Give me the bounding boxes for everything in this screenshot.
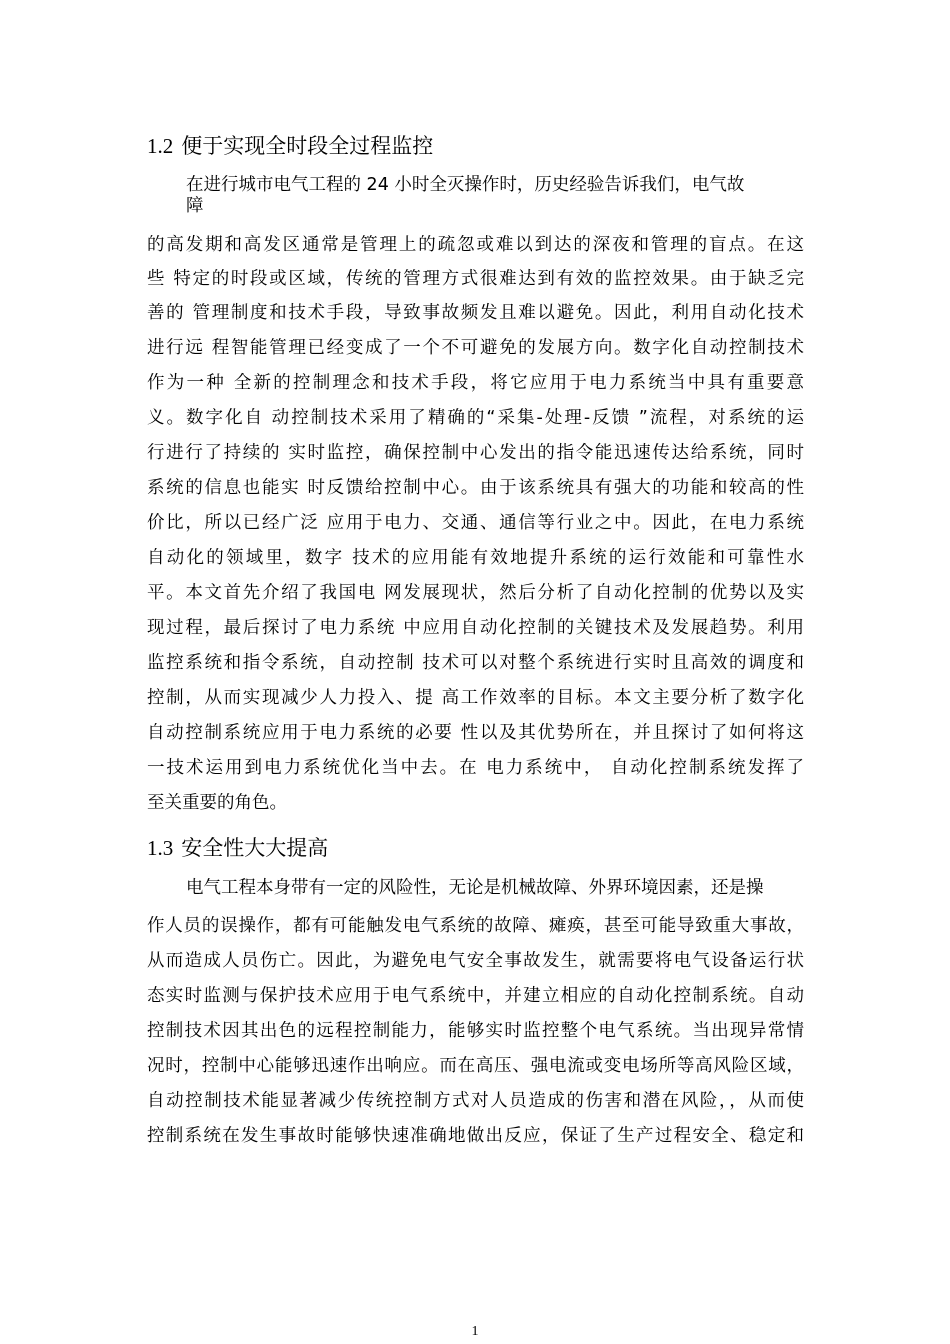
paragraph-line: 自动控制技术能显著减少传统控制方式对人员造成的伤害和潜在风险，，从而使: [147, 1091, 804, 1111]
paragraph-line: 在进行城市电气工程的 24 小时全灭操作时，历史经验告诉我们，电气故: [186, 175, 745, 195]
paragraph-line: 些 特定的时段或区域，传统的管理方式很难达到有效的监控效果。由于缺乏完: [147, 269, 804, 289]
page-number: 1: [471, 1324, 479, 1339]
paragraph-line: 作人员的误操作，都有可能触发电气系统的故障、瘫痪，甚至可能导致重大事故，: [147, 916, 804, 936]
paragraph-line: 系统的信息也能实 时反馈给控制中心。由于该系统具有强大的功能和较高的性: [147, 478, 804, 498]
paragraph-line: 况时，控制中心能够迅速作出响应。而在高压、强电流或变电场所等高风险区域，: [147, 1056, 804, 1076]
paragraph-line: 一技术运用到电力系统优化当中去。在 电力系统中， 自动化控制系统发挥了: [147, 758, 804, 778]
paragraph-line: 平。本文首先介绍了我国电 网发展现状，然后分析了自动化控制的优势以及实: [147, 583, 804, 603]
paragraph-line: 控制系统在发生事故时能够快速准确地做出反应，保证了生产过程安全、稳定和: [147, 1126, 804, 1146]
section-number: 1.3: [147, 836, 174, 860]
paragraph-line: 自动控制系统应用于电力系统的必要 性以及其优势所在，并且探讨了如何将这: [147, 723, 804, 743]
paragraph-line: 电气工程本身带有一定的风险性，无论是机械故障、外界环境因素，还是操: [186, 878, 764, 898]
section-heading-1-3: [147, 832, 328, 862]
paragraph-line: 善的 管理制度和技术手段，导致事故频发且难以避免。因此，利用自动化技术: [147, 303, 804, 323]
paragraph-line: 自动化的领域里，数字 技术的应用能有效地提升系统的运行效能和可靠性水: [147, 548, 804, 568]
paragraph-line: 控制，从而实现减少人力投入、提 高工作效率的目标。本文主要分析了数字化: [147, 688, 804, 708]
section-title: 安全性大大提高: [181, 836, 329, 860]
paragraph-line: 监控系统和指令系统，自动控制 技术可以对整个系统进行实时且高效的调度和: [147, 653, 804, 673]
paragraph-line: 现过程，最后探讨了电力系统 中应用自动化控制的关键技术及发展趋势。利用: [147, 618, 804, 638]
paragraph-line: 进行远 程智能管理已经变成了一个不可避免的发展方向。数字化自动控制技术: [147, 338, 804, 358]
paragraph-line: 的高发期和高发区通常是管理上的疏忽或难以到达的深夜和管理的盲点。在这: [147, 235, 804, 255]
paragraph-line: 价比，所以已经广泛 应用于电力、交通、通信等行业之中。因此，在电力系统: [147, 513, 804, 533]
paragraph-line: 义。数字化自 动控制技术采用了精确的“采集-处理-反馈 ”流程，对系统的运: [147, 408, 804, 428]
paragraph-line: 作为一种 全新的控制理念和技术手段，将它应用于电力系统当中具有重要意: [147, 373, 804, 393]
paragraph-line: 至关重要的角色。: [147, 793, 287, 813]
section-title: 便于实现全时段全过程监控: [181, 134, 434, 158]
paragraph-line: 控制技术因其出色的远程控制能力，能够实时监控整个电气系统。当出现异常情: [147, 1021, 804, 1041]
paragraph-line: 从而造成人员伤亡。因此，为避免电气安全事故发生，就需要将电气设备运行状: [147, 951, 804, 971]
paragraph-line: 态实时监测与保护技术应用于电气系统中，并建立相应的自动化控制系统。自动: [147, 986, 804, 1006]
paragraph-line: 行进行了持续的 实时监控，确保控制中心发出的指令能迅速传达给系统，同时: [147, 443, 804, 463]
section-number: 1.2: [147, 134, 174, 158]
section-heading-1-2: [147, 130, 433, 160]
paragraph-line: 障: [186, 196, 204, 216]
